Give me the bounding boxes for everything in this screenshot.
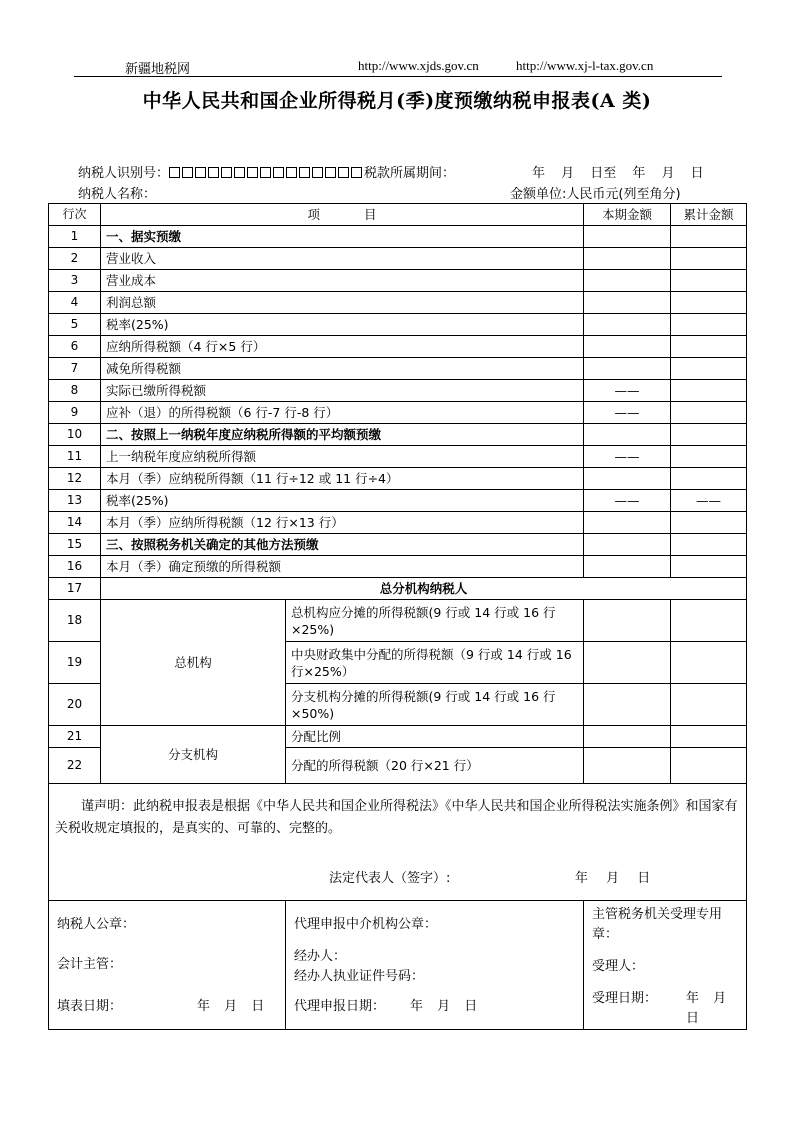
table-row (49, 270, 747, 292)
tax-authority-section (584, 901, 747, 1030)
row-item: 中央财政集中分配的所得税额（9 行或 14 行或 16 行×25%） (286, 642, 584, 684)
declaration-text: 谨声明：此纳税申报表是根据《中华人民共和国企业所得税法》《中华人民共和国企业所得税法实施条例》和国家有关税收规定填报的，是真实的、可靠的、完整的。 (55, 799, 738, 836)
id-digit-box[interactable] (221, 167, 232, 178)
row-no: 1 (49, 226, 101, 248)
row-item: 本月（季）应纳税所得额（11 行÷12 或 11 行÷4） (101, 468, 584, 490)
id-digit-box[interactable] (195, 167, 206, 178)
current-amount-cell[interactable] (584, 336, 671, 358)
amount-unit: 金额单位:人民币元(列至角分) (510, 187, 681, 202)
cumulative-amount-cell[interactable] (671, 468, 747, 490)
branch-office-label: 分支机构 (101, 726, 286, 784)
id-digit-box[interactable] (182, 167, 193, 178)
cumulative-amount-cell[interactable] (671, 292, 747, 314)
row-item: 应纳所得税额（4 行×5 行） (101, 336, 584, 358)
row-item: 税率(25%) (101, 314, 584, 336)
header-divider (74, 76, 722, 77)
cumulative-amount-cell[interactable] (671, 512, 747, 534)
taxpayer-id-line (78, 162, 455, 181)
receiver-label[interactable]: 受理人： (592, 959, 645, 974)
row-no: 12 (49, 468, 101, 490)
row-no: 3 (49, 270, 101, 292)
id-digit-box[interactable] (260, 167, 271, 178)
row-no: 2 (49, 248, 101, 270)
handler-label[interactable]: 经办人： (294, 949, 347, 964)
legal-rep-date[interactable]: 年 月 日 (575, 871, 651, 886)
row-item: 分配的所得税额（20 行×21 行） (286, 748, 584, 784)
row-no: 16 (49, 556, 101, 578)
table-row (49, 358, 747, 380)
id-digit-box[interactable] (169, 167, 180, 178)
tax-period-label: 税款所属期间： (364, 166, 456, 181)
id-digit-box[interactable] (299, 167, 310, 178)
row-no: 20 (49, 684, 101, 726)
current-amount-cell: —— (584, 490, 671, 512)
col-header-cumulative: 累计金额 (671, 204, 747, 226)
table-row (49, 578, 747, 600)
fill-date-label: 填表日期： (57, 999, 123, 1014)
cumulative-amount-cell[interactable] (671, 402, 747, 424)
cumulative-amount-cell: —— (671, 490, 747, 512)
declaration-table (48, 203, 747, 1030)
taxpayer-seal-label[interactable]: 纳税人公章： (57, 917, 136, 932)
id-digit-box[interactable] (312, 167, 323, 178)
current-amount-cell[interactable] (584, 512, 671, 534)
id-digit-box[interactable] (247, 167, 258, 178)
current-amount-cell[interactable] (584, 248, 671, 270)
table-row (49, 556, 747, 578)
cumulative-amount-cell[interactable] (671, 424, 747, 446)
cumulative-amount-cell[interactable] (671, 336, 747, 358)
row-no: 5 (49, 314, 101, 336)
taxpayer-id-label: 纳税人识别号： (78, 166, 170, 181)
taxpayer-seal-section (49, 901, 286, 1030)
table-row (49, 468, 747, 490)
current-amount-cell[interactable] (584, 424, 671, 446)
row-no: 15 (49, 534, 101, 556)
current-amount-cell[interactable] (584, 468, 671, 490)
row-item: 本月（季）确定预缴的所得税额 (101, 556, 584, 578)
cumulative-amount-cell[interactable] (671, 358, 747, 380)
table-row (49, 402, 747, 424)
cumulative-amount-cell[interactable] (671, 684, 747, 726)
agent-seal-label[interactable]: 代理申报中介机构公章： (294, 917, 438, 932)
col-header-current: 本期金额 (584, 204, 671, 226)
receive-date-label: 受理日期： (592, 991, 658, 1006)
table-row (49, 226, 747, 248)
taxpayer-name-label: 纳税人名称： (78, 187, 157, 202)
table-row (49, 424, 747, 446)
cumulative-amount-cell[interactable] (671, 748, 747, 784)
row-item: 总机构应分摊的所得税额(9 行或 14 行或 16 行×25%) (286, 600, 584, 642)
agent-date-blank[interactable]: 年 月 日 (410, 999, 478, 1014)
row-no: 13 (49, 490, 101, 512)
cumulative-amount-cell[interactable] (671, 248, 747, 270)
current-amount-cell[interactable] (584, 726, 671, 748)
row-no: 9 (49, 402, 101, 424)
row-no: 6 (49, 336, 101, 358)
col-header-item: 项 目 (101, 204, 584, 226)
row-item: 分支机构分摊的所得税额(9 行或 14 行或 16 行×50%) (286, 684, 584, 726)
cumulative-amount-cell[interactable] (671, 270, 747, 292)
table-row (49, 336, 747, 358)
form-title: 中华人民共和国企业所得税月(季)度预缴纳税申报表(A 类) (142, 90, 652, 112)
row-item: 营业成本 (101, 270, 584, 292)
table-row (49, 380, 747, 402)
current-amount-cell[interactable] (584, 314, 671, 336)
table-row (49, 512, 747, 534)
site-url-1[interactable]: http://www.xjds.gov.cn (358, 58, 479, 73)
current-amount-cell[interactable] (584, 226, 671, 248)
cumulative-amount-cell[interactable] (671, 642, 747, 684)
cumulative-amount-cell[interactable] (671, 556, 747, 578)
table-row (49, 248, 747, 270)
taxpayer-id-boxes[interactable] (169, 166, 364, 181)
section-header: 三、按照税务机关确定的其他方法预缴 (101, 534, 584, 556)
authority-seal-label[interactable]: 主管税务机关受理专用章： (592, 907, 723, 942)
current-amount-cell[interactable] (584, 684, 671, 726)
table-row (49, 446, 747, 468)
legal-rep-label: 法定代表人（签字）: (329, 871, 451, 886)
cumulative-amount-cell[interactable] (671, 226, 747, 248)
row-no: 14 (49, 512, 101, 534)
section-header-branch: 总分机构纳税人 (101, 578, 747, 600)
row-no: 22 (49, 748, 101, 784)
id-digit-box[interactable] (351, 167, 362, 178)
current-amount-cell[interactable] (584, 556, 671, 578)
id-digit-box[interactable] (273, 167, 284, 178)
current-amount-cell: —— (584, 446, 671, 468)
table-row (49, 314, 747, 336)
row-item: 营业收入 (101, 248, 584, 270)
row-item: 应补（退）的所得税额（6 行-7 行-8 行） (101, 402, 584, 424)
row-no: 7 (49, 358, 101, 380)
row-item: 利润总额 (101, 292, 584, 314)
current-amount-cell[interactable] (584, 642, 671, 684)
tax-period-blank[interactable]: 年 月 日至 年 月 日 (532, 166, 704, 181)
cumulative-amount-cell[interactable] (671, 380, 747, 402)
cumulative-amount-cell[interactable] (671, 600, 747, 642)
row-no: 21 (49, 726, 101, 748)
row-item: 减免所得税额 (101, 358, 584, 380)
row-no: 8 (49, 380, 101, 402)
site-name: 新疆地税网 (125, 61, 191, 76)
col-header-row-no: 行次 (49, 204, 101, 226)
head-office-label: 总机构 (101, 600, 286, 726)
cumulative-amount-cell[interactable] (671, 534, 747, 556)
id-digit-box[interactable] (325, 167, 336, 178)
cumulative-amount-cell[interactable] (671, 726, 747, 748)
table-row (49, 292, 747, 314)
agent-date-label: 代理申报日期： (294, 999, 386, 1014)
site-url-2[interactable]: http://www.xj-l-tax.gov.cn (516, 58, 654, 73)
cumulative-amount-cell[interactable] (671, 446, 747, 468)
row-item: 上一纳税年度应纳税所得额 (101, 446, 584, 468)
current-amount-cell: —— (584, 402, 671, 424)
id-digit-box[interactable] (208, 167, 219, 178)
section-header: 二、按照上一纳税年度应纳税所得额的平均额预缴 (101, 424, 584, 446)
table-row (49, 490, 747, 512)
agent-seal-section (286, 901, 584, 1030)
accountant-label[interactable]: 会计主管： (57, 957, 123, 972)
id-digit-box[interactable] (234, 167, 245, 178)
row-item: 本月（季）应纳所得税额（12 行×13 行） (101, 512, 584, 534)
fill-date-blank[interactable]: 年 月 日 (197, 999, 265, 1014)
row-item: 实际已缴所得税额 (101, 380, 584, 402)
declaration-section (49, 784, 747, 901)
row-no: 11 (49, 446, 101, 468)
row-no: 18 (49, 600, 101, 642)
section-header: 一、据实预缴 (101, 226, 584, 248)
current-amount-cell[interactable] (584, 358, 671, 380)
id-digit-box[interactable] (286, 167, 297, 178)
row-item: 分配比例 (286, 726, 584, 748)
current-amount-cell[interactable] (584, 270, 671, 292)
current-amount-cell[interactable] (584, 534, 671, 556)
row-no: 17 (49, 578, 101, 600)
row-no: 10 (49, 424, 101, 446)
id-digit-box[interactable] (338, 167, 349, 178)
receive-date-blank[interactable]: 年 月 日 (686, 991, 741, 1026)
current-amount-cell: —— (584, 380, 671, 402)
row-item: 税率(25%) (101, 490, 584, 512)
table-row (49, 534, 747, 556)
cert-no-label[interactable]: 经办人执业证件号码： (294, 969, 425, 984)
current-amount-cell[interactable] (584, 600, 671, 642)
row-no: 4 (49, 292, 101, 314)
row-no: 19 (49, 642, 101, 684)
current-amount-cell[interactable] (584, 748, 671, 784)
cumulative-amount-cell[interactable] (671, 314, 747, 336)
current-amount-cell[interactable] (584, 292, 671, 314)
